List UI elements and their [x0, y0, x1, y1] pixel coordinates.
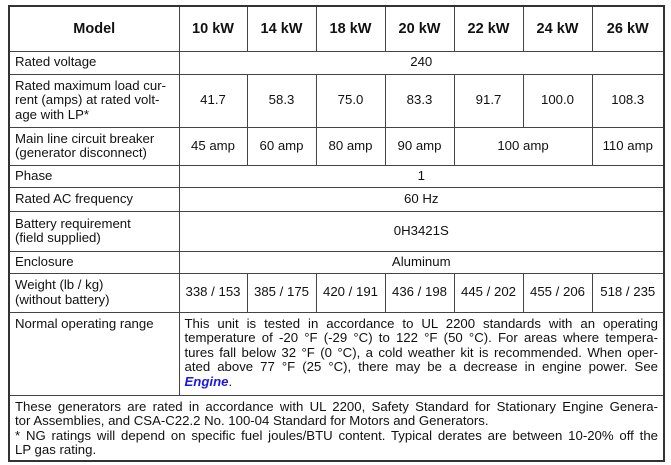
cell: 240 — [179, 51, 664, 74]
table-row — [9, 165, 664, 187]
model-26kw: 26 kW — [592, 6, 664, 51]
cell: 100 amp — [454, 127, 592, 165]
table-row — [9, 187, 664, 211]
cell: 518 / 235 — [592, 273, 664, 312]
cell: 60 amp — [247, 127, 316, 165]
cell: 108.3 — [592, 74, 664, 127]
cell: 110 amp — [592, 127, 664, 165]
note-line: LP gas rating. — [15, 442, 97, 457]
text-line: temperature of -20 °F (-29 °C) to 122 °F (50 °C). For areas where tempera- — [184, 330, 658, 345]
row-label: Rated maximum load cur- rent (amps) at rated volt- age with LP* — [9, 74, 179, 127]
row-label: Weight (lb / kg) (without battery) — [9, 273, 179, 312]
model-14kw: 14 kW — [247, 6, 316, 51]
table-row — [9, 51, 664, 74]
text-line — [185, 375, 659, 390]
note-line: tor Assemblies, and CSA-C22.2 No. 100-04 Standard for Motors and Generators. — [15, 413, 489, 428]
cell: 90 amp — [385, 127, 454, 165]
note-line: * NG ratings will depend on specific fuel joules/BTU content. Typical derates are between 10-20% off the — [15, 427, 658, 443]
model-header: Model — [9, 6, 179, 51]
row-label: Battery requirement (field supplied) — [9, 211, 179, 251]
table-row — [9, 211, 664, 251]
cell: 0H3421S — [179, 211, 664, 251]
table-row — [9, 273, 664, 312]
model-18kw: 18 kW — [316, 6, 385, 51]
engine-link[interactable]: Engine — [184, 373, 229, 389]
cell: 60 Hz — [179, 187, 664, 211]
cell: 385 / 175 — [247, 273, 316, 312]
row-label: Normal operating range — [9, 312, 179, 395]
row-label: Enclosure — [9, 251, 179, 273]
text-line: tures fall below 32 °F (0 °C), a cold weather kit is recommended. When oper- — [184, 344, 658, 360]
cell: 75.0 — [316, 74, 385, 127]
cell: 83.3 — [385, 74, 454, 127]
cell: 41.7 — [179, 74, 247, 127]
cell: 338 / 153 — [179, 273, 247, 312]
cell: 1 — [179, 165, 664, 187]
model-24kw: 24 kW — [523, 6, 592, 51]
link-suffix: . — [228, 373, 233, 389]
table-row — [9, 74, 664, 127]
model-10kw: 10 kW — [179, 6, 247, 51]
cell: 455 / 206 — [523, 273, 592, 312]
operating-range-text — [179, 312, 664, 395]
cell: 80 amp — [316, 127, 385, 165]
note-line: These generators are rated in accordance with UL 2200, Safety Standard for Stationary Engine Genera- — [15, 398, 658, 414]
text-line: ated above 77 °F (25 °C), there may be a decrease in engine power. See — [184, 359, 658, 374]
cell: 100.0 — [523, 74, 592, 127]
row-label: Rated AC frequency — [9, 187, 179, 211]
cell: 445 / 202 — [454, 273, 523, 312]
row-label: Main line circuit breaker (generator disconnect) — [9, 127, 179, 165]
row-label: Rated voltage — [9, 51, 179, 74]
model-20kw: 20 kW — [385, 6, 454, 51]
cell: 436 / 198 — [385, 273, 454, 312]
cell: 58.3 — [247, 74, 316, 127]
notes — [9, 395, 664, 461]
specifications-table — [8, 5, 665, 462]
row-label: Phase — [9, 165, 179, 187]
notes-row — [9, 395, 664, 461]
cell: 45 amp — [179, 127, 247, 165]
table-row — [9, 251, 664, 273]
cell: Aluminum — [179, 251, 664, 273]
text-line: This unit is tested in accordance to UL 2200 standards with an operating — [184, 315, 658, 331]
model-22kw: 22 kW — [454, 6, 523, 51]
table-row — [9, 312, 664, 395]
cell: 420 / 191 — [316, 273, 385, 312]
header-row — [9, 6, 664, 51]
cell: 91.7 — [454, 74, 523, 127]
table-row — [9, 127, 664, 165]
